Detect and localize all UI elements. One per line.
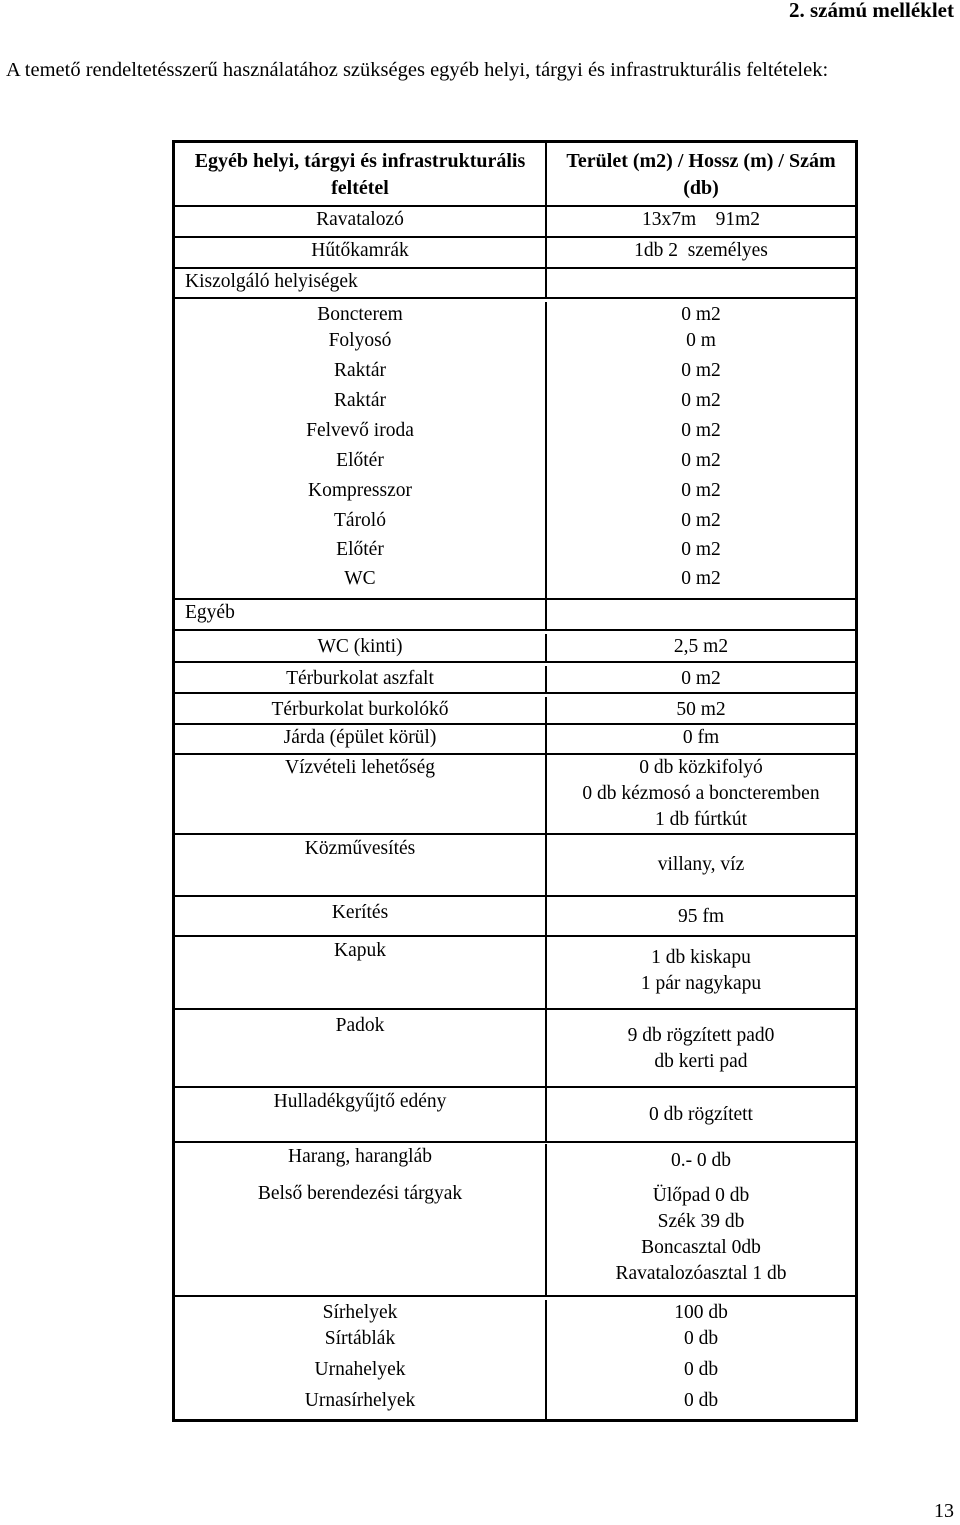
table-row — [175, 692, 855, 723]
row-label: Egyéb — [175, 600, 547, 629]
row-value: 0 m2 — [681, 510, 721, 531]
row-label: Kiszolgáló helyiségek — [175, 269, 547, 297]
table-row — [175, 297, 855, 328]
intro-paragraph: A temető rendeltetésszerű használatához szükséges egyéb helyi, tárgyi és infrastrukturális feltételek: — [6, 59, 829, 81]
value-line: 0 db közkifolyó — [639, 757, 763, 778]
table-row — [175, 205, 855, 236]
row-label: Ravatalozó — [175, 207, 547, 236]
row-value: 13x7m 91m2 — [641, 209, 761, 230]
row-label: Urnahelyek — [175, 1357, 547, 1388]
table-row — [175, 478, 855, 508]
row-label: Hulladékgyűjtő edény — [175, 1088, 547, 1141]
row-label: Harang, harangláb — [175, 1144, 547, 1178]
table-row — [175, 267, 855, 297]
row-label: Térburkolat burkolókő — [175, 697, 547, 723]
table-row — [175, 1178, 855, 1295]
row-value: 0 m2 — [681, 360, 721, 381]
table-row — [175, 598, 855, 629]
table-row — [175, 358, 855, 388]
row-label: Sírhelyek — [175, 1300, 547, 1326]
row-label: Tároló — [175, 508, 547, 537]
table-header-row — [175, 143, 855, 205]
row-label: Raktár — [175, 358, 547, 388]
row-value — [547, 600, 855, 629]
value-line: 0 db kézmosó a boncteremben — [582, 783, 820, 804]
row-value: 95 fm — [677, 906, 725, 927]
value-line: Ülőpad 0 db — [652, 1185, 750, 1206]
row-label: Sírtáblák — [175, 1326, 547, 1357]
row-label: Raktár — [175, 388, 547, 418]
row-value: 0 db — [683, 1328, 719, 1349]
row-label: Kompresszor — [175, 478, 547, 508]
header-condition: Egyéb helyi, tárgyi és infrastrukturális feltétel — [175, 143, 547, 205]
row-value: 0 m2 — [681, 304, 721, 325]
table-row — [175, 629, 855, 661]
header-measure: Terület (m2) / Hossz (m) / Szám (db) — [566, 150, 836, 199]
row-value: 100 db — [674, 1302, 728, 1323]
row-value: 0 m2 — [681, 568, 721, 589]
row-label: Felvevő iroda — [175, 418, 547, 448]
table-row — [175, 1008, 855, 1086]
row-label: Előtér — [175, 537, 547, 566]
row-value: 0 db — [683, 1390, 719, 1411]
table-row — [175, 723, 855, 753]
row-value: villany, víz — [657, 854, 745, 875]
row-label: Térburkolat aszfalt — [175, 666, 547, 692]
row-value: 0 fm — [682, 727, 720, 748]
row-value: 0 m2 — [681, 420, 721, 441]
row-label: Vízvételi lehetőség — [175, 755, 547, 833]
row-label: WC — [175, 566, 547, 598]
value-line: Ravatalozóasztal 1 db — [615, 1263, 787, 1284]
row-value: 2,5 m2 — [673, 636, 729, 657]
row-value: 1db 2 személyes — [634, 240, 768, 261]
table-row — [175, 1357, 855, 1388]
row-value — [547, 755, 855, 833]
row-label: Hűtőkamrák — [175, 238, 547, 267]
row-value: 0 m2 — [681, 539, 721, 560]
row-label: Járda (épület körül) — [175, 725, 547, 753]
row-label: Padok — [175, 1010, 547, 1086]
table-row — [175, 895, 855, 935]
value-line: 9 db rögzített pad0 — [627, 1025, 775, 1046]
row-label: Belső berendezési tárgyak — [175, 1178, 547, 1295]
value-line: 1 db fúrtkút — [654, 809, 748, 830]
row-value — [547, 937, 855, 1008]
table-row — [175, 1086, 855, 1141]
row-value — [547, 269, 855, 297]
row-value: 0 db rögzített — [649, 1104, 753, 1125]
value-line: 1 pár nagykapu — [640, 973, 762, 994]
row-value: 0 db — [683, 1359, 719, 1380]
table-row — [175, 753, 855, 833]
row-value: 0 m2 — [681, 480, 721, 501]
value-line: Boncasztal 0db — [641, 1237, 761, 1258]
table-row — [175, 1388, 855, 1419]
row-label: Folyosó — [175, 328, 547, 358]
annex-label: 2. számú melléklet — [788, 0, 954, 22]
row-value — [547, 1178, 855, 1295]
row-value — [547, 1010, 855, 1086]
conditions-table — [172, 140, 858, 1422]
table-row — [175, 388, 855, 418]
table-row — [175, 418, 855, 448]
row-label: Közművesítés — [175, 835, 547, 895]
table-row — [175, 1326, 855, 1357]
row-label: WC (kinti) — [175, 634, 547, 661]
value-line: 1 db kiskapu — [651, 947, 751, 968]
table-row — [175, 566, 855, 598]
table-row — [175, 833, 855, 895]
row-value: 0 m2 — [681, 450, 721, 471]
table-row — [175, 448, 855, 478]
row-value: 0 m2 — [681, 390, 721, 411]
table-row — [175, 935, 855, 1008]
page-number: 13 — [934, 1500, 954, 1522]
table-row — [175, 328, 855, 358]
row-value: 0.- 0 db — [670, 1150, 732, 1171]
row-value: 0 m — [686, 330, 716, 351]
table-row — [175, 1141, 855, 1178]
table-row — [175, 508, 855, 537]
value-line: Szék 39 db — [657, 1211, 745, 1232]
table-row — [175, 661, 855, 692]
row-value: 50 m2 — [676, 699, 726, 720]
row-label: Urnasírhelyek — [175, 1388, 547, 1419]
value-line: db kerti pad — [654, 1051, 748, 1072]
row-label: Kerítés — [175, 897, 547, 935]
table-row — [175, 1295, 855, 1326]
row-label: Előtér — [175, 448, 547, 478]
row-value: 0 m2 — [681, 668, 721, 689]
row-label: Kapuk — [175, 937, 547, 1008]
row-label: Boncterem — [175, 302, 547, 328]
table-row — [175, 537, 855, 566]
table-row — [175, 236, 855, 267]
